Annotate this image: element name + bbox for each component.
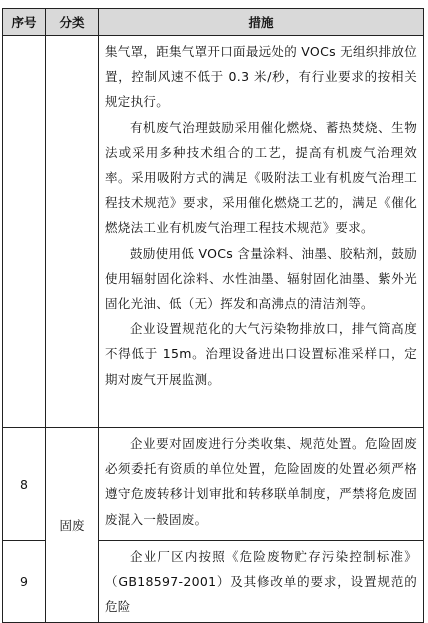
row-measures [99,428,424,541]
measures-table [2,8,424,623]
header-no: 序号 [3,9,46,36]
measure-paragraph: 企业设置规范化的大气污染物排放口，排气筒高度不得低于 15m。治理设备进出口设置标准采样口，定期对废气开展监测。 [105,321,417,387]
measure-paragraph: 企业要对固废进行分类收集、规范处置。危险固废必须委托有资质的单位处置，危险固废的处置必须严格遵守危废转移计划审批和转移联单制度，严禁将危废固废混入一般固废。 [105,436,417,527]
row-measures [99,541,424,623]
row-number [3,36,46,428]
measure-paragraph: 鼓励使用低 VOCs 含量涂料、油墨、胶粘剂，鼓励使用辐射固化涂料、水性油墨、辐射固化油墨、紫外光固化光油、低（无）挥发和高沸点的清洁剂等。 [105,245,417,312]
row-number: 8 [3,428,46,541]
table-row [3,428,424,541]
measure-paragraph: 企业厂区内按照《危险废物贮存污染控制标准》（GB18597-2001）及其修改单的要求，设置规范的危险 [105,549,417,615]
measure-paragraph: 有机废气治理鼓励采用催化燃烧、蓄热焚烧、生物法或采用多种技术组合的工艺，提高有机废气治理效率。采用吸附方式的满足《吸附法工业有机废气治理工程技术规范》要求，采用催化燃烧工艺的，满足《催化燃烧法工业有机废气治理工程技术规范》要求。 [105,119,417,236]
header-measures: 措施 [99,9,424,36]
row-measures [99,36,424,428]
header-row [3,9,424,36]
row-category: 固废 [46,428,99,623]
table-row [3,36,424,428]
row-number: 9 [3,541,46,623]
header-category: 分类 [46,9,99,36]
measure-paragraph: 集气罩，距集气罩开口面最远处的 VOCs 无组织排放位置，控制风速不低于 0.3 米/秒，有行业要求的按相关规定执行。 [105,44,417,110]
row-category [46,36,99,428]
